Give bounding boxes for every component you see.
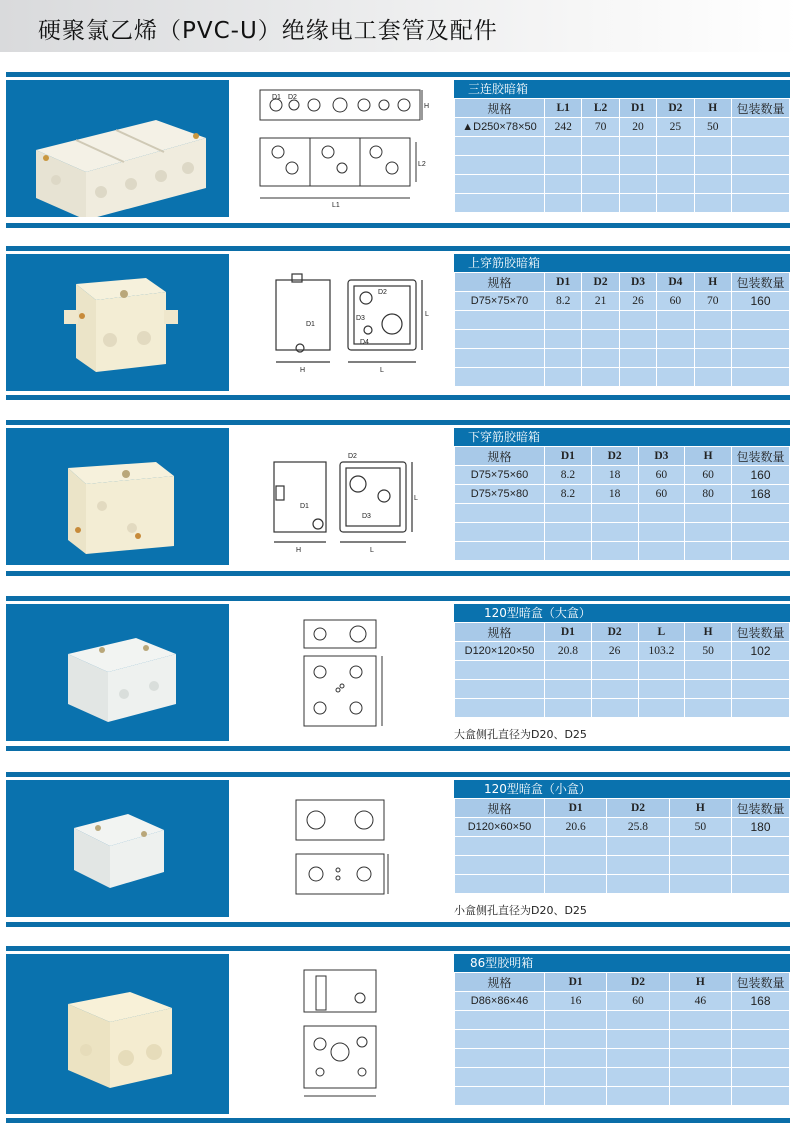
col-header: 规格 <box>455 973 545 992</box>
col-header: 包装数量 <box>732 623 790 642</box>
cell: 26 <box>619 292 656 311</box>
product-photo-bottom-rib-box <box>6 428 229 565</box>
table-row <box>455 118 790 137</box>
section-bottom-rule <box>6 1118 790 1123</box>
cell: 50 <box>685 642 732 661</box>
cell: 60 <box>638 485 685 504</box>
section-bottom-rule <box>6 922 790 927</box>
section-bottom-rule <box>6 395 790 400</box>
section-bottom-rule <box>6 746 790 751</box>
spec-caption: 86型胶明箱 <box>454 954 790 972</box>
empty-row <box>455 661 790 680</box>
col-header: H <box>669 973 731 992</box>
dim-label-h: H <box>300 367 306 374</box>
dim-label-h: H <box>424 103 430 110</box>
table-row <box>455 642 790 661</box>
cell: 8.2 <box>545 292 582 311</box>
technical-drawing-top-rib-box <box>270 268 440 378</box>
empty-row <box>455 856 790 875</box>
empty-row <box>455 349 790 368</box>
spec-header-row <box>455 973 790 992</box>
section-top-rule <box>6 772 790 777</box>
cell-qty: 102 <box>732 642 790 661</box>
col-header: D2 <box>657 99 694 118</box>
empty-row <box>455 175 790 194</box>
cell: 20.8 <box>545 642 592 661</box>
cell: 25 <box>657 118 694 137</box>
col-header: D1 <box>545 447 592 466</box>
product-section-bottom-rib-box <box>6 420 790 578</box>
spec-header-row <box>455 447 790 466</box>
col-header: 规格 <box>455 99 545 118</box>
dim-label-d1: D1 <box>272 94 281 101</box>
cell-qty: 180 <box>732 818 790 837</box>
col-header: D1 <box>619 99 656 118</box>
section-note: 小盒侧孔直径为D20、D25 <box>454 904 587 917</box>
section-bottom-rule <box>6 571 790 576</box>
technical-drawing-bottom-rib-box <box>270 448 420 558</box>
technical-drawing-120-large-box <box>298 610 388 736</box>
cell: 80 <box>685 485 732 504</box>
cell-model: D75×75×70 <box>455 292 545 311</box>
cell: 242 <box>545 118 582 137</box>
dim-label-d2: D2 <box>348 453 357 460</box>
spec-table-triple-box <box>454 80 790 213</box>
col-header: D1 <box>545 623 592 642</box>
product-section-triple-box <box>6 72 790 230</box>
cell-qty <box>732 118 790 137</box>
cell: 16 <box>545 992 607 1011</box>
spec-header-row <box>455 273 790 292</box>
dim-label-l2: L2 <box>418 161 426 168</box>
page-title: 硬聚氯乙烯（PVC-U）绝缘电工套管及配件 <box>38 18 498 44</box>
cell: 20.6 <box>545 818 607 837</box>
table-row <box>455 292 790 311</box>
spec-table-86-surface-box <box>454 954 790 1106</box>
dim-label-d1: D1 <box>306 321 315 328</box>
col-header: D1 <box>545 273 582 292</box>
technical-drawing-triple-box <box>252 80 432 220</box>
cell: 20 <box>619 118 656 137</box>
dim-label-d2: D2 <box>378 289 387 296</box>
cell: 26 <box>591 642 638 661</box>
col-header: 包装数量 <box>732 799 790 818</box>
empty-row <box>455 156 790 175</box>
spec-header-row <box>455 799 790 818</box>
cell-qty: 160 <box>732 292 790 311</box>
section-top-rule <box>6 596 790 601</box>
empty-row <box>455 137 790 156</box>
product-section-120-small-box <box>6 772 790 929</box>
cell: 21 <box>582 292 619 311</box>
col-header: D3 <box>619 273 656 292</box>
empty-row <box>455 837 790 856</box>
empty-row <box>455 1011 790 1030</box>
spec-table-120-large-box <box>454 604 790 718</box>
spec-caption: 120型暗盒（小盒） <box>454 780 790 798</box>
cell: 8.2 <box>545 485 592 504</box>
col-header: 包装数量 <box>732 973 790 992</box>
cell: 103.2 <box>638 642 685 661</box>
dim-label-d2: D2 <box>288 94 297 101</box>
empty-row <box>455 875 790 894</box>
cell-model: D120×60×50 <box>455 818 545 837</box>
cell: 18 <box>591 466 638 485</box>
col-header: 规格 <box>455 799 545 818</box>
spec-header-row <box>455 623 790 642</box>
empty-row <box>455 1068 790 1087</box>
technical-drawing-86-surface-box <box>296 962 392 1104</box>
cell: 60 <box>685 466 732 485</box>
spec-header-row <box>455 99 790 118</box>
col-header: H <box>685 447 732 466</box>
section-top-rule <box>6 420 790 425</box>
cell: 50 <box>669 818 731 837</box>
cell-qty: 168 <box>732 485 790 504</box>
cell: 70 <box>694 292 731 311</box>
cell: 18 <box>591 485 638 504</box>
col-header: D2 <box>591 447 638 466</box>
col-header: H <box>694 273 731 292</box>
empty-row <box>455 680 790 699</box>
dim-label-d4: D4 <box>360 339 369 346</box>
col-header: H <box>669 799 731 818</box>
table-row <box>455 992 790 1011</box>
dim-label-l-side: L <box>414 495 418 502</box>
cell: 25.8 <box>607 818 669 837</box>
cell-model: D120×120×50 <box>455 642 545 661</box>
table-row <box>455 818 790 837</box>
col-header: D2 <box>607 973 669 992</box>
dim-label-h: H <box>296 547 302 554</box>
empty-row <box>455 542 790 561</box>
cell-qty: 168 <box>732 992 790 1011</box>
col-header: D2 <box>591 623 638 642</box>
spec-caption: 三连胶暗箱 <box>454 80 790 98</box>
section-top-rule <box>6 72 790 77</box>
product-photo-120-large-box <box>6 604 229 741</box>
col-header: D1 <box>545 799 607 818</box>
section-note: 大盒侧孔直径为D20、D25 <box>454 728 587 741</box>
section-bottom-rule <box>6 223 790 228</box>
col-header: D1 <box>545 973 607 992</box>
col-header: D4 <box>657 273 694 292</box>
product-photo-top-rib-box <box>6 254 229 391</box>
col-header: D2 <box>582 273 619 292</box>
col-header: D3 <box>638 447 685 466</box>
col-header: 规格 <box>455 447 545 466</box>
dim-label-l-side: L <box>425 311 429 318</box>
cell: 50 <box>694 118 731 137</box>
cell: 60 <box>657 292 694 311</box>
cell: 8.2 <box>545 466 592 485</box>
section-top-rule <box>6 246 790 251</box>
empty-row <box>455 1030 790 1049</box>
cell-model: D75×75×60 <box>455 466 545 485</box>
product-section-top-rib-box <box>6 246 790 402</box>
empty-row <box>455 1049 790 1068</box>
cell: 46 <box>669 992 731 1011</box>
cell: 70 <box>582 118 619 137</box>
product-section-120-large-box <box>6 596 790 753</box>
col-header: 包装数量 <box>732 447 790 466</box>
empty-row <box>455 699 790 718</box>
spec-caption: 下穿筋胶暗箱 <box>454 428 790 446</box>
cell: 60 <box>638 466 685 485</box>
dim-label-d3: D3 <box>362 513 371 520</box>
spec-table-120-small-box <box>454 780 790 894</box>
cell-model: ▲D250×78×50 <box>455 118 545 137</box>
product-photo-triple-box <box>6 80 229 217</box>
empty-row <box>455 368 790 387</box>
col-header: L1 <box>545 99 582 118</box>
empty-row <box>455 1087 790 1106</box>
col-header: L <box>638 623 685 642</box>
col-header: H <box>685 623 732 642</box>
dim-label-l1: L1 <box>332 202 340 209</box>
empty-row <box>455 504 790 523</box>
cell-model: D86×86×46 <box>455 992 545 1011</box>
dim-label-d1: D1 <box>300 503 309 510</box>
table-row <box>455 485 790 504</box>
table-row <box>455 466 790 485</box>
spec-table-top-rib-box <box>454 254 790 387</box>
product-photo-86-surface-box <box>6 954 229 1114</box>
col-header: 包装数量 <box>732 273 790 292</box>
col-header: L2 <box>582 99 619 118</box>
section-top-rule <box>6 946 790 951</box>
technical-drawing-120-small-box <box>290 790 394 910</box>
empty-row <box>455 330 790 349</box>
dim-label-l-bottom: L <box>380 367 384 374</box>
col-header: H <box>694 99 731 118</box>
col-header: 包装数量 <box>732 99 790 118</box>
spec-caption: 上穿筋胶暗箱 <box>454 254 790 272</box>
spec-caption: 120型暗盒（大盒） <box>454 604 790 622</box>
product-section-86-surface-box <box>6 946 790 1124</box>
empty-row <box>455 311 790 330</box>
cell: 60 <box>607 992 669 1011</box>
product-photo-120-small-box <box>6 780 229 917</box>
spec-table-bottom-rib-box <box>454 428 790 561</box>
dim-label-d3: D3 <box>356 315 365 322</box>
col-header: 规格 <box>455 273 545 292</box>
cell-model: D75×75×80 <box>455 485 545 504</box>
empty-row <box>455 523 790 542</box>
col-header: D2 <box>607 799 669 818</box>
dim-label-l-bottom: L <box>370 547 374 554</box>
cell-qty: 160 <box>732 466 790 485</box>
empty-row <box>455 194 790 213</box>
page-header <box>0 0 800 52</box>
col-header: 规格 <box>455 623 545 642</box>
